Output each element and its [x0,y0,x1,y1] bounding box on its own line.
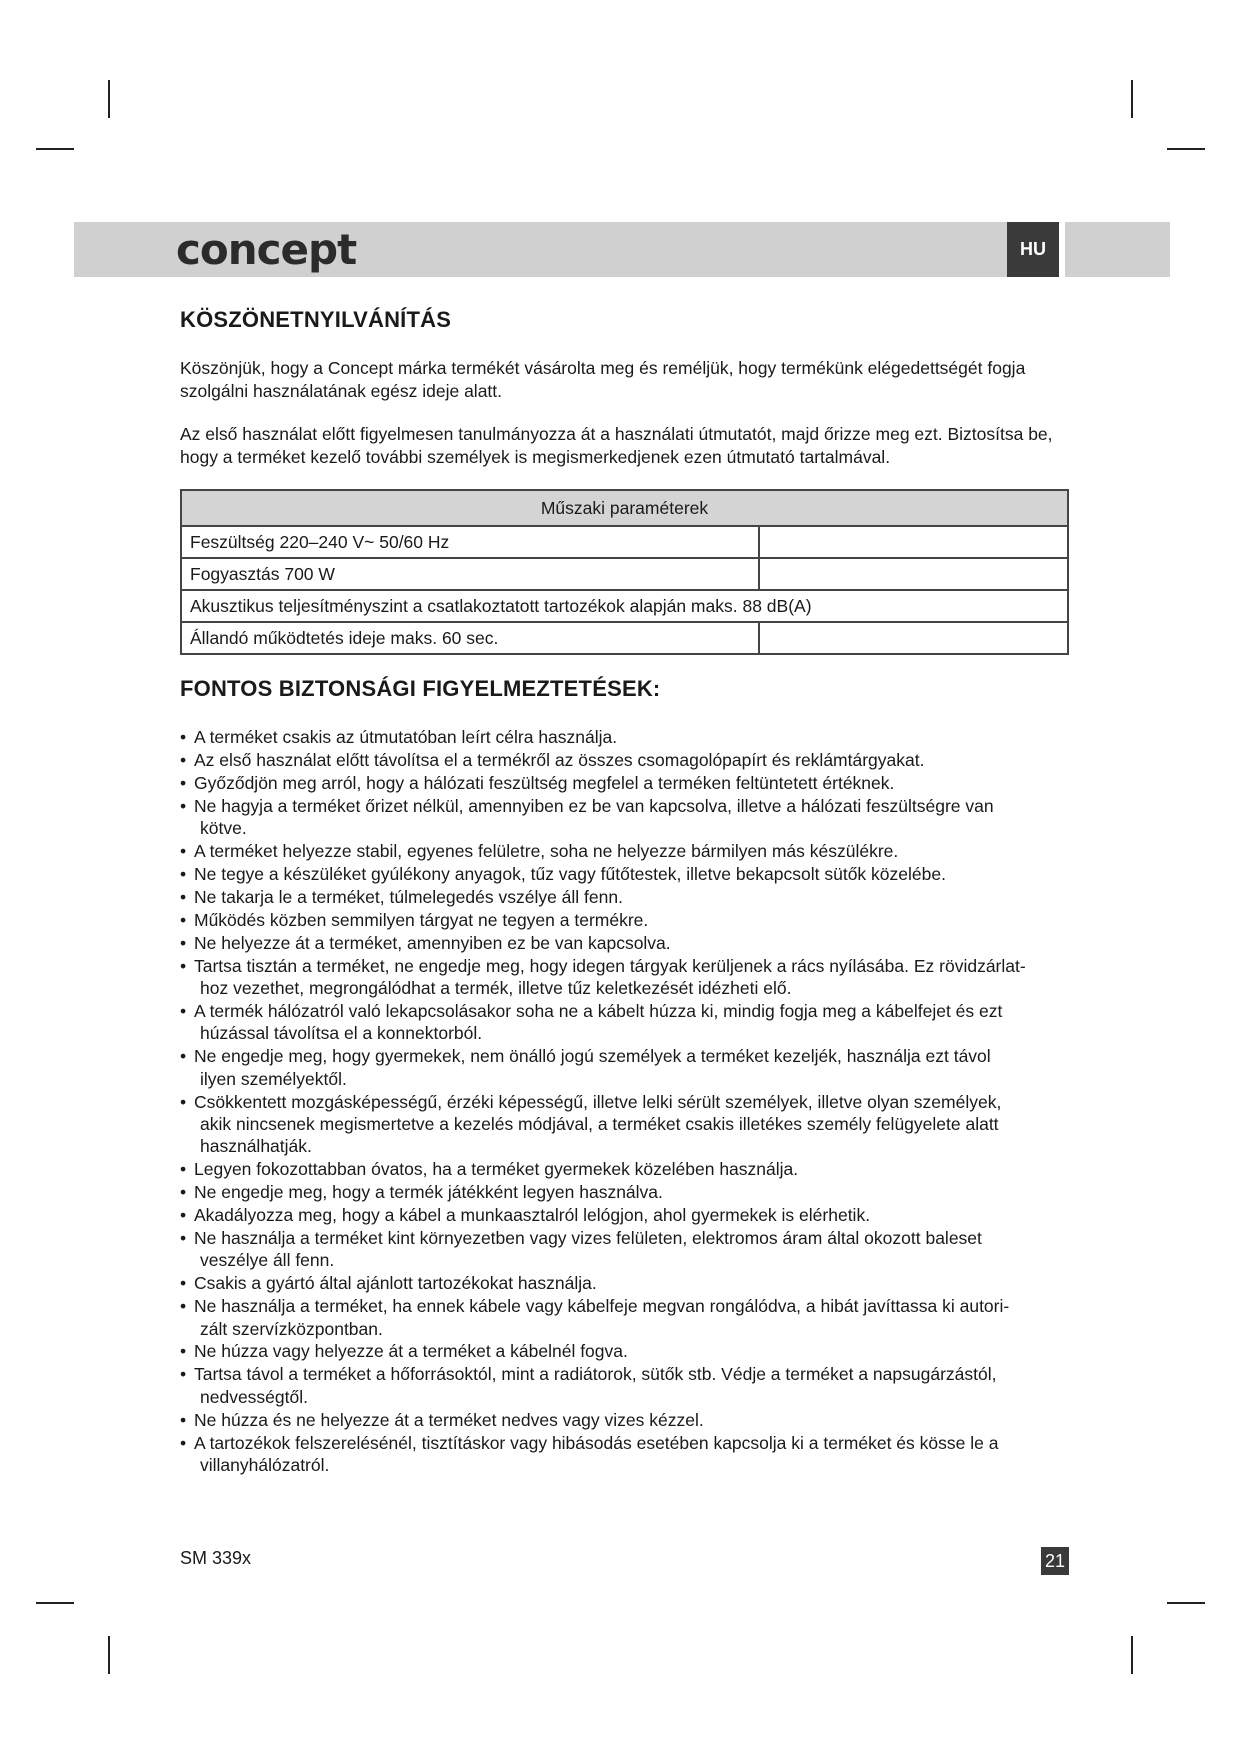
safety-warning-list [180,726,1070,1476]
warning-text: Ne használja a terméket kint környezetben vagy vizes felületen, elektromos áram által okozott baleset [194,1227,982,1248]
warning-text: Tartsa tisztán a terméket, ne engedje meg, hogy idegen tárgyak kerüljenek a rács nyílásába. Ez rövidzárlat- [194,955,1026,976]
warning-item [180,1432,1070,1477]
warning-text: nedvességtől. [200,1386,308,1407]
warning-item [180,726,1070,748]
warning-text: Ne használja a terméket, ha ennek kábele vagy kábelfeje megvan rongálódva, a hibát javíttassa ki autori- [194,1296,1010,1317]
warning-text: Csökkentett mozgásképességű, érzéki képességű, illetve lelki sérült személyek, illetve olyan személyek, [194,1091,1002,1112]
warning-text: Ne tegye a készüléket gyúlékony anyagok, tűz vagy fűtőtestek, illetve bekapcsolt sütők közelébe. [194,863,946,884]
warning-item [180,909,1070,931]
warning-text: Működés közben semmilyen tárgyat ne tegyen a termékre. [194,909,649,930]
warning-item [180,772,1070,794]
warning-item [180,1204,1070,1226]
warning-text: Ne engedje meg, hogy a termék játékként legyen használva. [194,1182,663,1203]
crop-mark [108,1636,110,1674]
page-content [180,300,1070,1477]
warning-item [180,955,1070,1000]
intro-paragraph: Köszönjük, hogy a Concept márka termékét vásárolta meg és reméljük, hogy termékünk elégedettségét fogja szolgálni használatának egész ideje alatt. [180,358,1026,401]
warning-item [180,1045,1070,1090]
warning-item [180,795,1070,840]
warning-text: Ne húzza vagy helyezze át a terméket a kábelnél fogva. [194,1341,628,1362]
warning-text: A tartozékok felszerelésénél, tisztításkor vagy hibásodás esetében kapcsolja ki a terméket és kösse le a [194,1432,999,1453]
warning-item [180,840,1070,862]
warning-text: Ne helyezze át a terméket, amennyiben ez be van kapcsolva. [194,932,671,953]
warning-text: Ne hagyja a terméket őrizet nélkül, amennyiben ez be van kapcsolva, illetve a hálózati feszültségre van [194,795,994,816]
warning-item [180,1158,1070,1180]
warning-item [180,1000,1070,1045]
warning-text: Győződjön meg arról, hogy a hálózati feszültség megfelel a terméken feltüntetett értéknek. [194,772,895,793]
crop-mark [36,1602,74,1604]
warning-item [180,1091,1070,1158]
spec-row: Állandó működtetés ideje maks. 60 sec. [181,622,759,654]
crop-mark [36,148,74,150]
model-number: SM 339x [180,1548,252,1568]
warning-item [180,1272,1070,1294]
warning-item [180,932,1070,954]
warning-text: A terméket csakis az útmutatóban leírt célra használja. [194,727,618,747]
spec-row: Akusztikus teljesítményszint a csatlakoztatott tartozékok alapján maks. 88 dB(A) [181,590,1068,622]
page-number: 21 [1041,1547,1069,1575]
warning-text: ilyen személyektől. [200,1068,347,1089]
intro-paragraph: Az első használat előtt figyelmesen tanulmányozza át a használati útmutatót, majd őrizze meg ezt. Biztosítsa be, hogy a terméket kezelő további személyek is megismerkedjenek ezen útmutató tartalmával. [180,424,1053,467]
warning-text: Ne húzza és ne helyezze át a terméket nedves vagy vizes kézzel. [194,1409,704,1430]
warning-text: Tartsa távol a terméket a hőforrásoktól, mint a radiátorok, sütők stb. Védje a terméket a napsugárzástól, [194,1364,997,1385]
header-divider [1059,222,1065,277]
language-badge: HU [1007,222,1059,277]
warning-text: Akadályozza meg, hogy a kábel a munkaasztalról lelógjon, ahol gyermekek is elérhetik. [194,1205,871,1226]
crop-mark [1131,80,1133,118]
warning-item [180,1409,1070,1431]
warning-text: akik nincsenek megismertetve a kezelés módjával, a terméket csakis illetékes személy felügyelete alatt [200,1113,999,1134]
spec-table-title: Műszaki paraméterek [181,490,1068,526]
crop-mark [1131,1636,1133,1674]
spec-table [180,489,1069,655]
spec-value-cell [759,558,1068,590]
crop-mark [1167,1602,1205,1604]
spec-value-cell [759,526,1068,558]
warning-text: húzással távolítsa el a konnektorból. [200,1023,483,1044]
warning-item [180,1340,1070,1362]
warning-item [180,1363,1070,1408]
warning-text: Ne takarja le a terméket, túlmelegedés vszélye áll fenn. [194,886,623,907]
section-title-thanks: KÖSZÖNETNYILVÁNÍTÁS [180,307,452,332]
crop-mark [108,80,110,118]
warning-text: veszélye áll fenn. [200,1250,335,1271]
warning-item [180,1181,1070,1203]
warning-text: kötve. [200,818,247,839]
warning-text: Az első használat előtt távolítsa el a termékről az összes csomagolópapírt és reklámtárgyakat. [194,749,925,770]
spec-value-cell [759,622,1068,654]
brand-logo: concept [176,225,357,274]
warning-text: Legyen fokozottabban óvatos, ha a terméket gyermekek közelében használja. [194,1159,799,1180]
warning-text: hoz vezethet, megrongálódhat a termék, illetve tűz keletkezését idézheti elő. [200,977,792,998]
warning-text: Ne engedje meg, hogy gyermekek, nem önálló jogú személyek a terméket kezeljék, használja ezt távol [194,1046,991,1067]
spec-row: Feszültség 220–240 V~ 50/60 Hz [181,526,759,558]
warning-item [180,1227,1070,1272]
spec-row: Fogyasztás 700 W [181,558,759,590]
warning-text: A terméket helyezze stabil, egyenes felületre, soha ne helyezze bármilyen más készülékre. [194,841,899,862]
crop-mark [1167,148,1205,150]
warning-item [180,886,1070,908]
section-title-safety: FONTOS BIZTONSÁGI FIGYELMEZTETÉSEK: [180,676,661,701]
warning-text: villanyhálózatról. [200,1455,330,1475]
warning-text: zált szervízközpontban. [200,1318,383,1339]
warning-item [180,749,1070,771]
warning-text: használhatják. [200,1136,312,1157]
warning-item [180,1295,1070,1340]
warning-item [180,863,1070,885]
warning-text: A termék hálózatról való lekapcsolásakor soha ne a kábelt húzza ki, mindig fogja meg a kábelfejet és ezt [194,1000,1003,1021]
warning-text: Csakis a gyártó által ajánlott tartozékokat használja. [194,1273,597,1294]
